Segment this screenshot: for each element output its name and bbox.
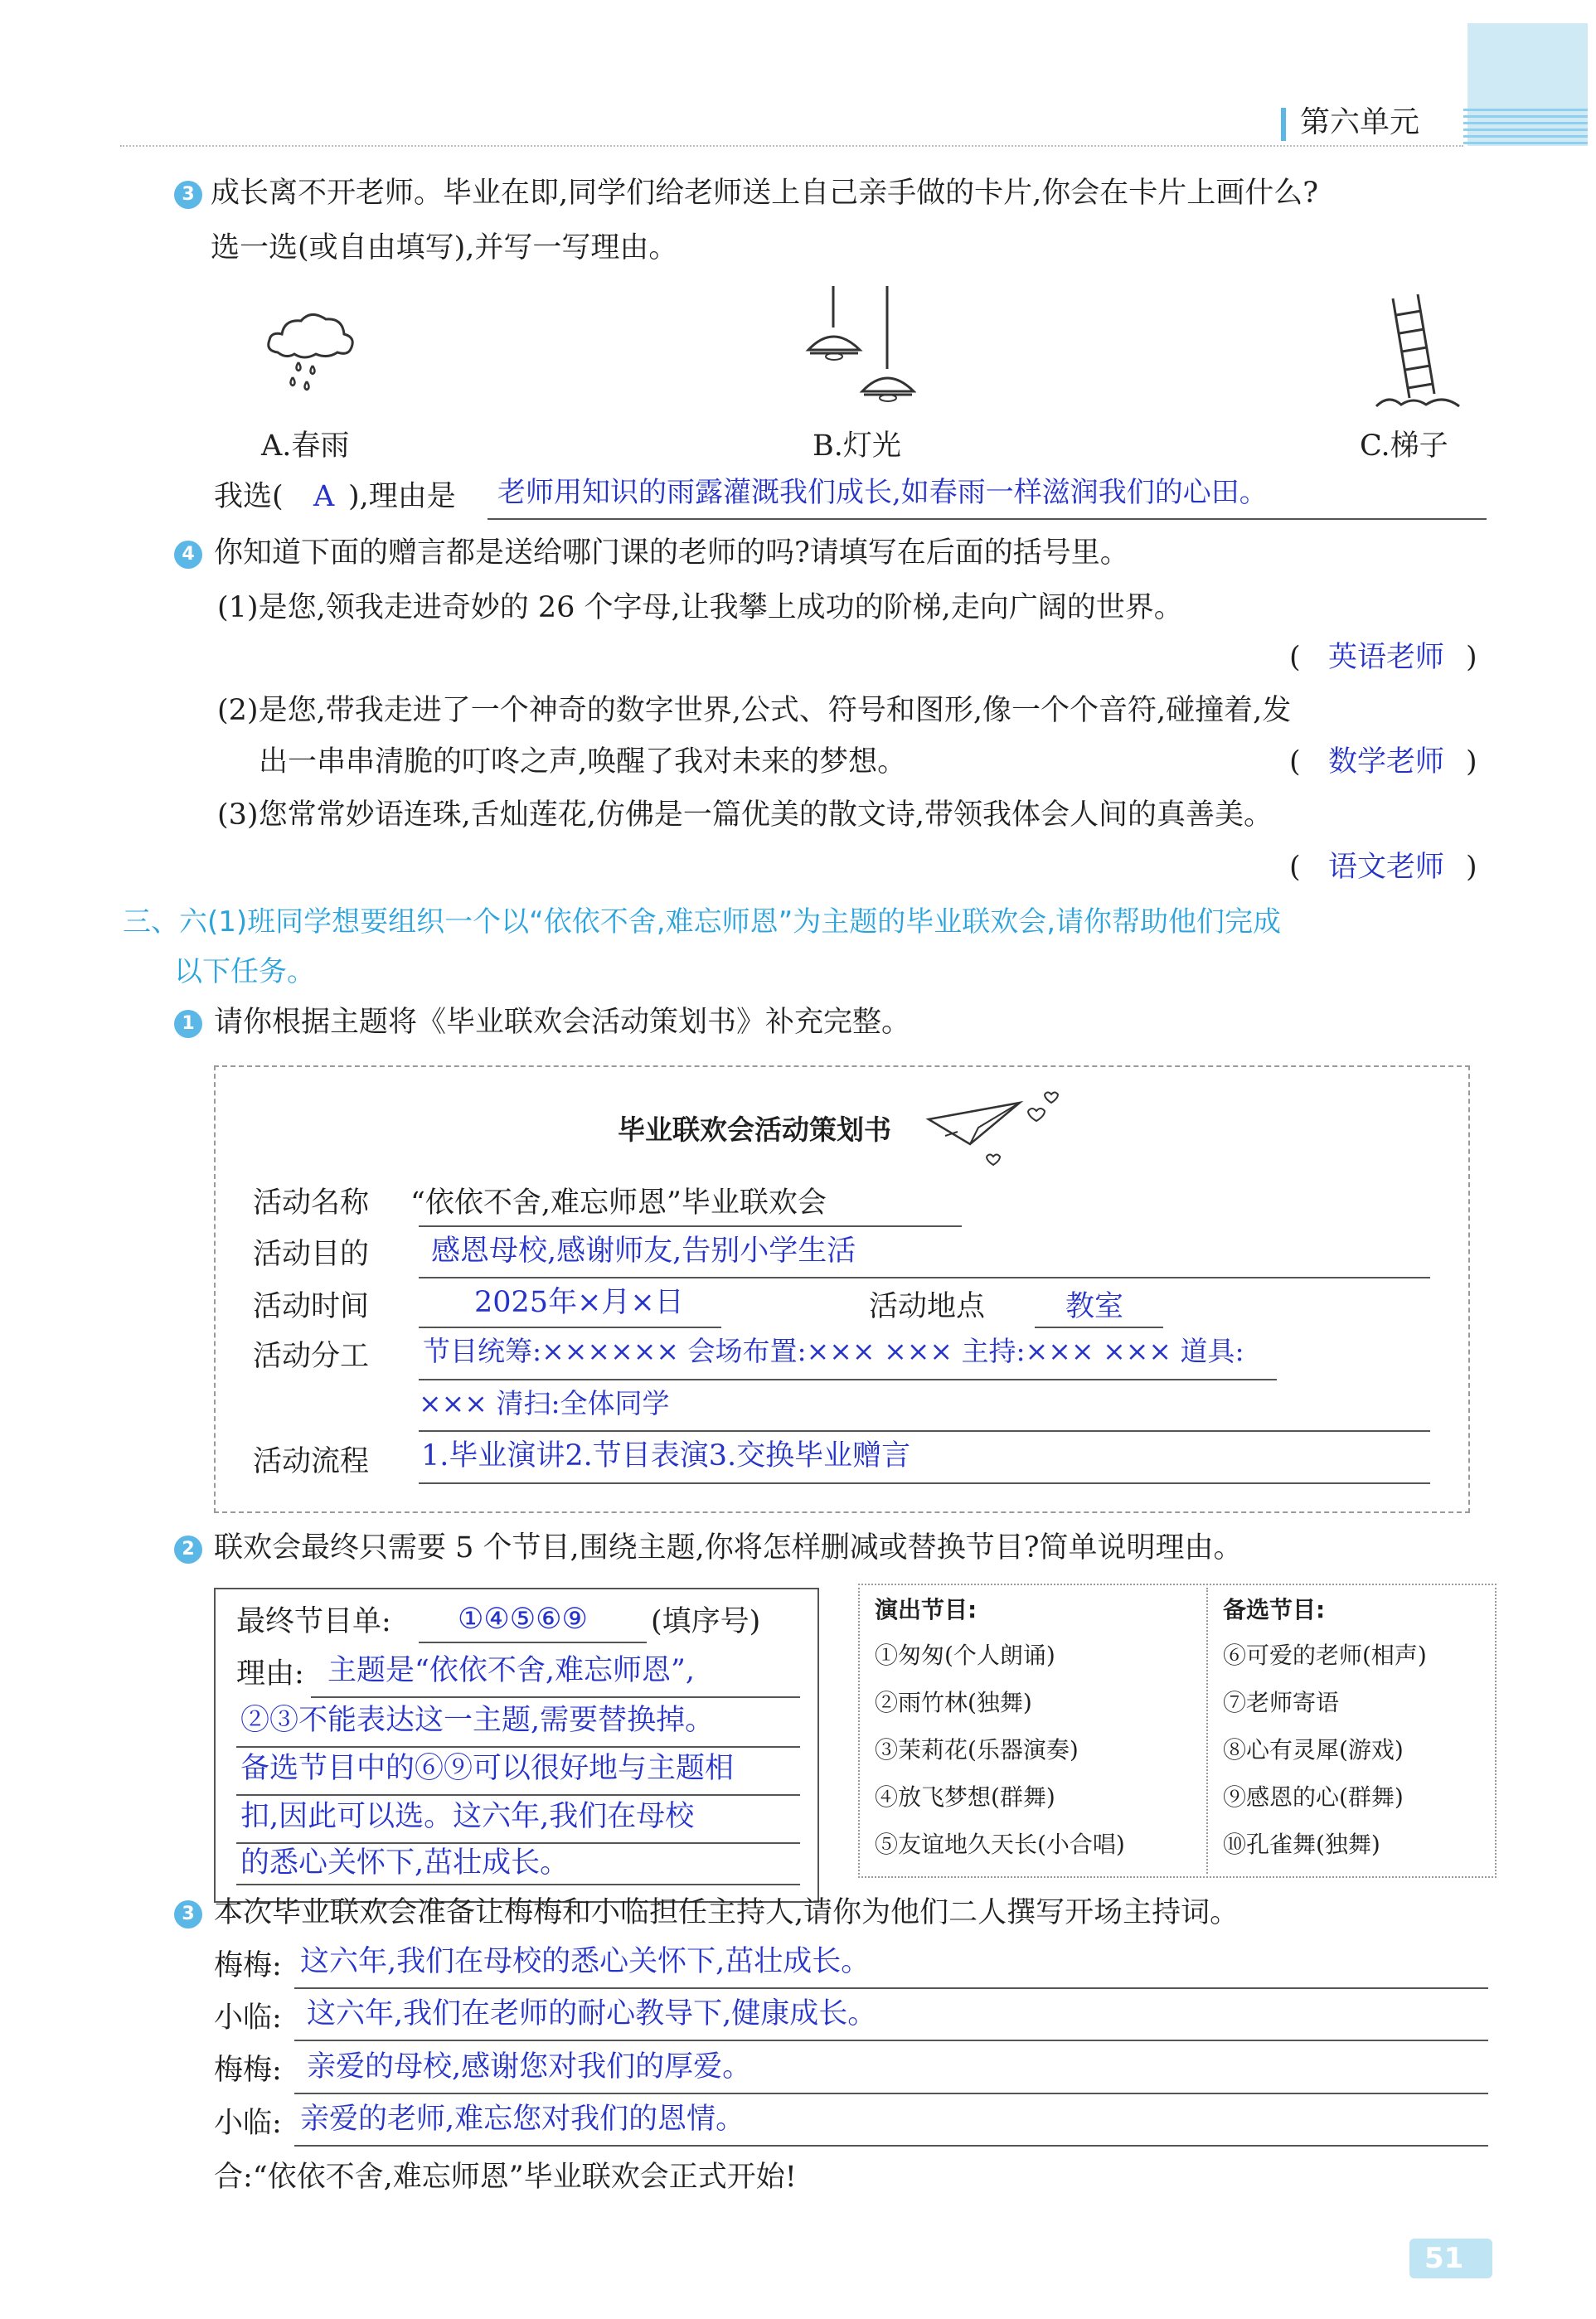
- program-item: ①匆匆(个人朗诵): [875, 1642, 1055, 1669]
- section3-title-line2: 以下任务。: [174, 955, 315, 988]
- reason-line-3: 备选节目中的⑥⑨可以很好地与主题相: [240, 1752, 735, 1785]
- plan-time-value: 2025年×月×日: [474, 1286, 684, 1319]
- reason-underline: [236, 1746, 800, 1748]
- plan-name-label: 活动名称: [253, 1186, 370, 1220]
- alternate-item: ⑥可爱的老师(相声): [1223, 1642, 1427, 1669]
- lamp-icon: [800, 282, 916, 410]
- final-value: ①④⑤⑥⑨: [458, 1603, 588, 1636]
- reason-line-5: 的悉心关怀下,茁壮成长。: [240, 1846, 570, 1880]
- plan-place-value: 教室: [1065, 1290, 1124, 1323]
- reason-answer: 老师用知识的雨露灌溉我们成长,如春雨一样滋润我们的心田。: [497, 476, 1268, 509]
- host-underline: [294, 2145, 1488, 2147]
- host-line: 亲爱的老师,难忘您对我们的恩情。: [300, 2103, 745, 2136]
- plan-time-underline: [419, 1327, 721, 1328]
- alternate-list-title: 备选节目:: [1223, 1596, 1326, 1623]
- paren-close: ): [1466, 745, 1477, 779]
- reason-line-2: ②③不能表达这一主题,需要替换掉。: [240, 1704, 715, 1737]
- plan-name-value: “依依不舍,难忘师恩”毕业联欢会: [410, 1186, 827, 1220]
- plan-flow-underline: [419, 1482, 1430, 1484]
- host-speaker: 小临:: [214, 2001, 282, 2035]
- plan-division-line2: ××× 清扫:全体同学: [419, 1387, 670, 1419]
- plan-purpose-underline: [419, 1277, 1430, 1278]
- program-item: ⑤友谊地久天长(小合唱): [875, 1831, 1125, 1858]
- plan-title: 毕业联欢会活动策划书: [618, 1113, 891, 1146]
- q4-item2-line1: (2)是您,带我走进了一个神奇的数字世界,公式、符号和图形,像一个个音符,碰撞着,发: [217, 694, 1292, 727]
- reason-underline: [236, 1794, 800, 1796]
- host-underline: [294, 2093, 1488, 2094]
- paren-open: (: [1289, 745, 1301, 779]
- q3-text-line1: 成长离不开老师。毕业在即,同学们给老师送上自己亲手做的卡片,你会在卡片上画什么?: [211, 177, 1319, 210]
- q4-answer-2: 数学老师: [1328, 745, 1445, 779]
- paren-close: ): [1466, 641, 1477, 674]
- alternate-item: ⑩孔雀舞(独舞): [1223, 1831, 1380, 1858]
- header-divider: [120, 145, 1463, 147]
- alternate-item: ⑨感恩的心(群舞): [1223, 1783, 1404, 1811]
- paren-open: (: [1289, 641, 1301, 674]
- task2-prompt: 联欢会最终只需要 5 个节目,围绕主题,你将怎样删减或替换节目?简单说明理由。: [214, 1531, 1243, 1565]
- ladder-icon: [1372, 290, 1463, 415]
- task-number-badge: 3: [174, 1900, 202, 1928]
- choose-prefix: 我选(: [214, 480, 284, 513]
- reason-line-4: 扣,因此可以选。这六年,我们在母校: [240, 1800, 695, 1833]
- plan-division-line1: 节目统筹:×××××× 会场布置:××× ××× 主持:××× ××× 道具:: [423, 1335, 1244, 1367]
- q4-answer-3: 语文老师: [1328, 851, 1445, 884]
- plan-purpose-value: 感恩母校,感谢师友,告别小学生活: [431, 1235, 856, 1268]
- reason-line-1: 主题是“依依不舍,难忘师恩”,: [327, 1654, 696, 1687]
- final-label: 最终节目单:: [236, 1605, 391, 1638]
- q4-item1-line1: (1)是您,领我走进奇妙的 26 个字母,让我攀上成功的阶梯,走向广阔的世界。: [217, 591, 1183, 624]
- q3-text-line2: 选一选(或自由填写),并写一写理由。: [211, 231, 678, 264]
- question-number-badge: 4: [174, 541, 202, 569]
- program-item: ②雨竹林(独舞): [875, 1689, 1032, 1716]
- plan-flow-value: 1.毕业演讲2.节目表演3.交换毕业赠言: [421, 1439, 911, 1472]
- final-underline: [419, 1642, 647, 1643]
- program-item: ③茉莉花(乐器演奏): [875, 1736, 1079, 1764]
- q4-prompt: 你知道下面的赠言都是送给哪门课的老师的吗?请填写在后面的括号里。: [214, 536, 1129, 570]
- choose-suffix: ),理由是: [348, 480, 456, 513]
- task-number-badge: 2: [174, 1535, 202, 1564]
- host-speaker: 小临:: [214, 2107, 282, 2140]
- page-number: 51: [1424, 2242, 1464, 2275]
- option-a-label: A.春雨: [261, 429, 350, 463]
- q4-item3-line1: (3)您常常妙语连珠,舌灿莲花,仿佛是一篇优美的散文诗,带领我体会人间的真善美。: [217, 798, 1273, 832]
- plan-division-underline1: [419, 1379, 1277, 1380]
- plan-name-underline: [419, 1225, 962, 1227]
- task1-prompt: 请你根据主题将《毕业联欢会活动策划书》补充完整。: [214, 1006, 911, 1039]
- plan-place-label: 活动地点: [869, 1290, 986, 1323]
- option-c-label: C.梯子: [1360, 429, 1448, 463]
- plan-flow-label: 活动流程: [253, 1445, 370, 1478]
- program-list-divider: [1206, 1588, 1208, 1874]
- host-underline: [294, 1987, 1488, 1989]
- program-item: ④放飞梦想(群舞): [875, 1783, 1055, 1811]
- final-note: (填序号): [651, 1605, 761, 1638]
- header-stripes: [1463, 108, 1588, 144]
- question-number-badge: 3: [174, 181, 202, 209]
- paper-plane-icon: [920, 1086, 1070, 1169]
- host-underline: [294, 2040, 1488, 2041]
- host-speaker: 梅梅:: [214, 1949, 282, 1982]
- section3-title-line1: 三、六(1)班同学想要组织一个以“依依不舍,难忘师恩”为主题的毕业联欢会,请你帮助他们完成: [123, 905, 1282, 939]
- host-line: 这六年,我们在母校的悉心关怀下,茁壮成长。: [300, 1945, 871, 1978]
- reason-underline: [488, 518, 1487, 520]
- reason-underline: [311, 1696, 800, 1698]
- reason-label: 理由:: [236, 1657, 304, 1691]
- choice-answer: A: [313, 480, 335, 513]
- header-bar: [1281, 108, 1286, 141]
- option-b-label: B.灯光: [813, 429, 901, 463]
- host-speaker: 梅梅:: [214, 2054, 282, 2087]
- paren-close: ): [1466, 851, 1477, 884]
- host-line: 这六年,我们在老师的耐心教导下,健康成长。: [307, 1997, 877, 2030]
- plan-purpose-label: 活动目的: [253, 1238, 370, 1271]
- plan-time-label: 活动时间: [253, 1290, 370, 1323]
- task3-prompt: 本次毕业联欢会准备让梅梅和小临担任主持人,请你为他们二人撰写开场主持词。: [214, 1896, 1239, 1929]
- q4-item2-line2: 出一串串清脆的叮咚之声,唤醒了我对未来的梦想。: [259, 745, 907, 779]
- task-number-badge: 1: [174, 1010, 202, 1038]
- closing-line: 合:“依依不舍,难忘师恩”毕业联欢会正式开始!: [214, 2161, 797, 2194]
- host-line: 亲爱的母校,感谢您对我们的厚爱。: [307, 2050, 752, 2084]
- plan-place-underline: [1035, 1327, 1163, 1328]
- alternate-item: ⑧心有灵犀(游戏): [1223, 1736, 1404, 1764]
- reason-underline: [236, 1884, 800, 1885]
- plan-division-underline2: [419, 1430, 1430, 1432]
- alternate-item: ⑦老师寄语: [1223, 1689, 1340, 1716]
- q4-answer-1: 英语老师: [1328, 641, 1445, 674]
- rain-cloud-icon: [261, 303, 361, 398]
- plan-division-label: 活动分工: [253, 1340, 370, 1373]
- reason-underline: [236, 1842, 800, 1844]
- unit-title: 第六单元: [1300, 105, 1420, 139]
- program-list-title: 演出节目:: [875, 1596, 977, 1623]
- paren-open: (: [1289, 851, 1301, 884]
